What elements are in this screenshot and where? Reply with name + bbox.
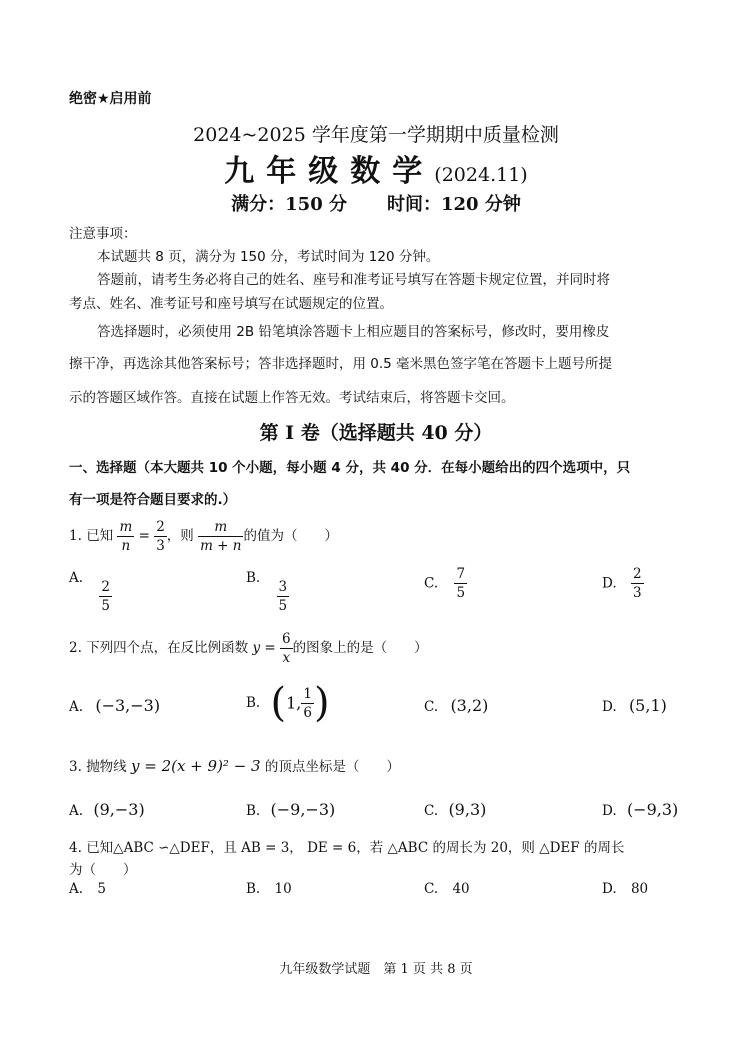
fraction: $\frac{7}{5}$ [456,566,466,601]
fraction: $\frac{2}{3}$ [632,566,642,601]
notice-p3b: 擦干净，再选涂其他答案标号；答非选择题时，用 0.5 毫米黑色签字笔在答题卡上题号所提 [69,356,613,372]
q4-option-c: C. 40 [424,881,470,897]
q3-option-a: A. (9,−3) [69,800,145,819]
question-3: 3. 抛物线 y = 2(x + 9)² − 3 的顶点坐标是（ ） [69,757,400,775]
subject-name: 九年级数学 [224,154,435,189]
question-1: 1. 已知 $\frac{m}{n}$ = $\frac{2}{3}$ ，则 $\frac{m}{m + n}$ 的值为（ ） [69,519,338,554]
question-4-line1: 4. 已知△ABC ∽△DEF，且 AB = 3， DE = 6，若 △ABC 的周长为 20，则 △DEF 的周长 [69,840,625,856]
fraction: $\frac{2}{3}$ [156,519,165,554]
fraction: $\frac{m}{m + n}$ [200,519,242,554]
notice-p2a: 答题前，请考生务必将自己的姓名、座号和准考证号填写在答题卡规定位置，并同时将 [97,272,610,288]
exam-time: 时间：120 分钟 [387,194,521,215]
section-title: 第 I 卷（选择题共 40 分） [259,422,493,444]
fraction: $\frac{6}{x}$ [282,631,291,666]
full-score: 满分：150 分 [231,194,347,215]
fraction: $\frac{2}{5}$ [101,579,110,614]
q1-option-c: C. $\frac{7}{5}$ [424,566,466,601]
notice-p3c: 示的答题区域作答。直接在试题上作答无效。考试结束后，将答题卡交回。 [69,390,515,406]
exam-date: (2024.11) [434,164,528,186]
subject-title [0,146,752,190]
q4-option-d: D. 80 [602,881,649,897]
fraction: $\frac{3}{5}$ [278,579,288,614]
q3-option-c: C. (9,3) [424,800,487,819]
q4-option-a: A. 5 [69,881,106,897]
question-4-line2: 为（ ） [69,862,137,878]
section-instruction-b: 有一项是符合题目要求的.） [69,492,237,508]
question-2: 2. 下列四个点，在反比例函数 y = $\frac{6}{x}$ 的图象上的是（ ） [69,631,428,666]
q2-option-c: C. (3,2) [424,696,489,715]
q2-option-d: D. (5,1) [602,696,667,715]
q1-option-b: B. $\frac{3}{5}$ [246,570,288,614]
confidential-label: 绝密★启用前 [69,91,152,107]
score-time-line [0,190,752,216]
fraction: $\frac{m}{n}$ [119,519,133,554]
q3-option-d: D. (−9,3) [602,800,679,819]
notice-heading: 注意事项： [69,226,137,242]
q2-option-b: B. (1, $\frac{1}{6}$ ) [246,680,330,726]
q1-option-a: A. $\frac{2}{5}$ [69,570,110,614]
q4-option-b: B. 10 [246,881,292,897]
notice-p1: 本试题共 8 页，满分为 150 分，考试时间为 120 分钟。 [97,249,440,265]
notice-p3a: 答选择题时，必须使用 2B 铅笔填涂答题卡上相应题目的答案标号，修改时，要用橡皮 [97,324,610,340]
q1-option-d: D. $\frac{2}{3}$ [602,566,642,601]
exam-title: 2024~2025 学年度第一学期期中质量检测 [193,124,559,146]
notice-p2b: 考点、姓名、准考证号和座号填写在试题规定的位置。 [69,296,393,312]
section-instruction-a: 一、选择题（本大题共 10 个小题，每小题 4 分，共 40 分．在每小题给出的四个选项中，只 [69,460,631,476]
page-footer: 九年级数学试题 第 1 页 共 8 页 [279,962,473,977]
q2-option-a: A. (−3,−3) [69,696,161,715]
fraction: $\frac{1}{6}$ [303,685,312,721]
q3-option-b: B. (−9,−3) [246,800,336,819]
